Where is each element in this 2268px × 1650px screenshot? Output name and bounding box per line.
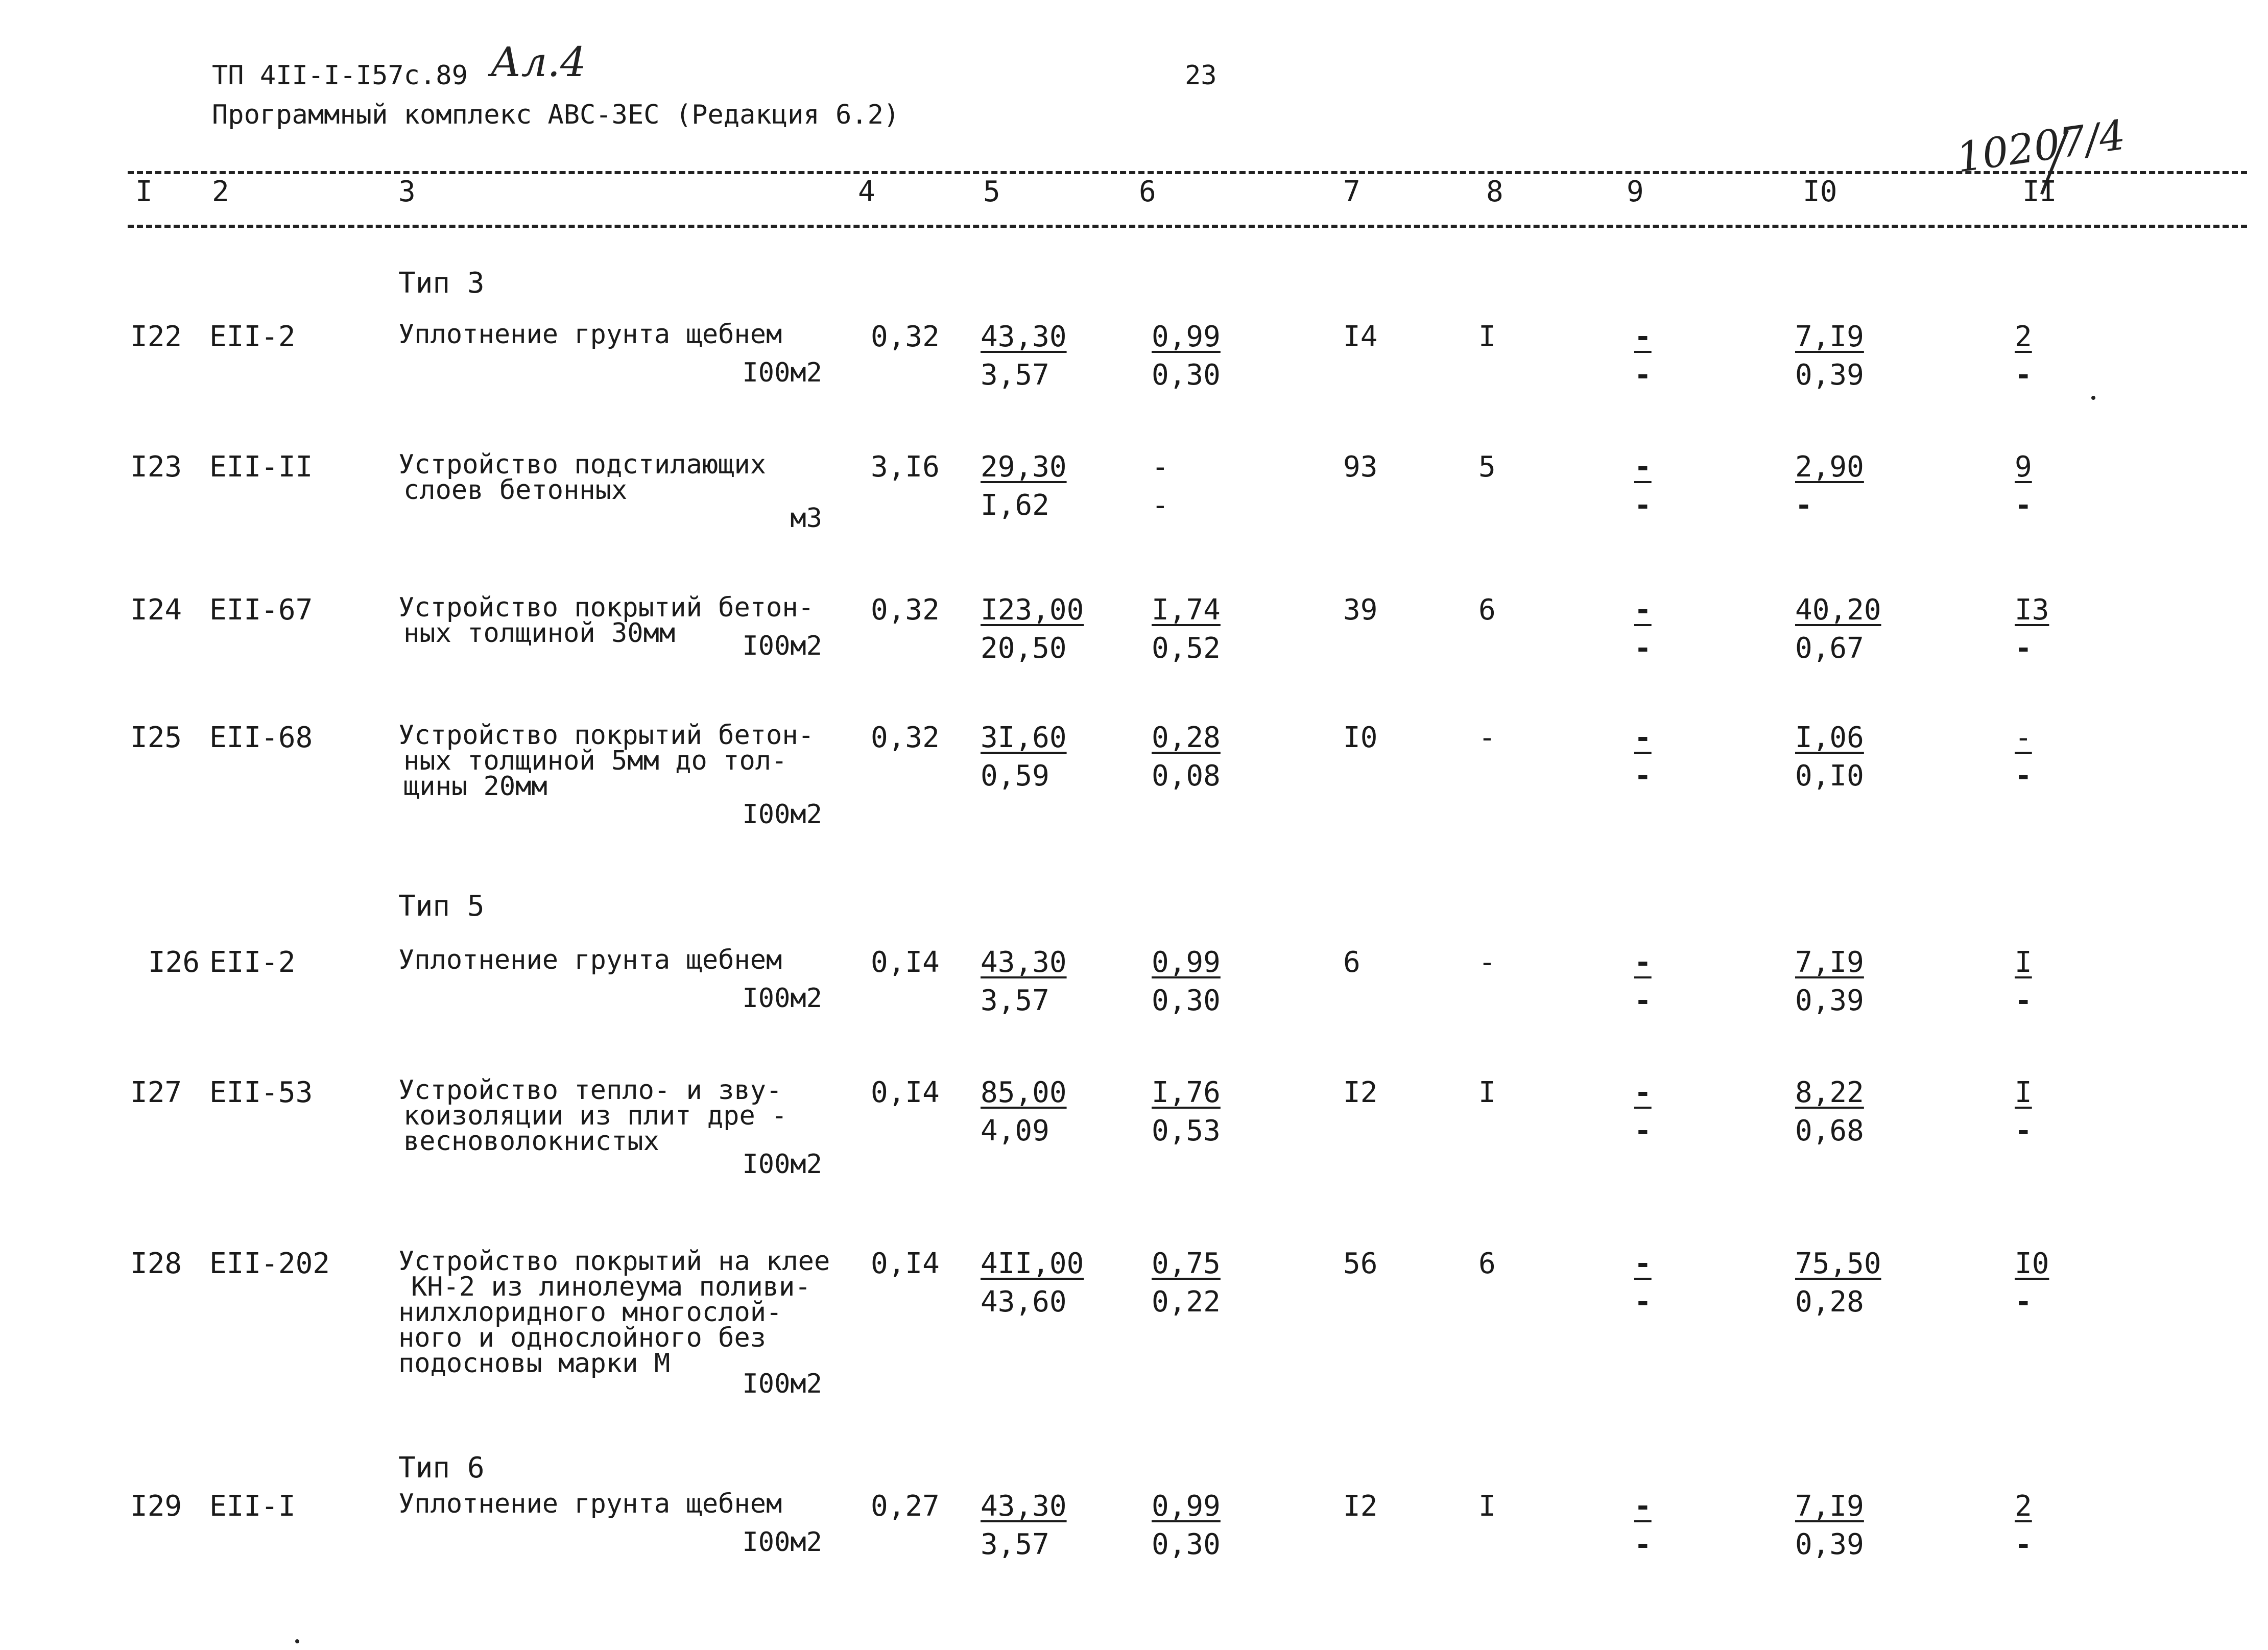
scan-speck bbox=[295, 1639, 299, 1643]
work-description: Устройство покрытий бетон- bbox=[398, 592, 814, 623]
unit-of-measure: I00м2 bbox=[742, 631, 822, 661]
col6-bottom: 0,53 bbox=[1152, 1114, 1221, 1147]
work-description: Устройство подстилающих bbox=[398, 449, 767, 480]
unit-of-measure: м3 bbox=[790, 503, 822, 534]
col6-bottom: 0,30 bbox=[1152, 358, 1221, 392]
col10-top: 7,I9 bbox=[1795, 946, 1864, 979]
work-description: Уплотнение грунта щебнем bbox=[398, 1489, 782, 1519]
col6-bottom: 0,08 bbox=[1152, 759, 1221, 793]
col8-value: - bbox=[1478, 946, 1496, 979]
row-number: I28 bbox=[130, 1247, 182, 1280]
quantity: 0,32 bbox=[871, 721, 940, 754]
quantity: 0,32 bbox=[871, 593, 940, 627]
col6-bottom: 0,22 bbox=[1152, 1285, 1221, 1319]
work-description: Уплотнение грунта щебнем bbox=[398, 319, 782, 350]
col5-bottom: 0,59 bbox=[981, 759, 1049, 793]
col6-top: 0,28 bbox=[1152, 721, 1221, 754]
col9-top: - bbox=[1634, 1076, 1652, 1109]
section-heading-type3: Тип 3 bbox=[398, 267, 485, 300]
handwritten-annotation: Ал.4 bbox=[490, 38, 586, 86]
column-number-7: 7 bbox=[1343, 175, 1360, 208]
handwritten-stamp: 10207/4 bbox=[1953, 111, 2129, 182]
col11-top: 9 bbox=[2015, 450, 2032, 484]
col6-top: 0,99 bbox=[1152, 320, 1221, 353]
col7-value: I2 bbox=[1343, 1490, 1378, 1523]
col7-value: I0 bbox=[1343, 721, 1378, 754]
col9-bottom: - bbox=[1634, 1114, 1652, 1147]
col6-top: - bbox=[1152, 450, 1169, 484]
work-description: Уплотнение грунта щебнем bbox=[398, 945, 782, 975]
col10-bottom: 0,28 bbox=[1795, 1285, 1864, 1319]
work-description: ных толщиной 30мм bbox=[403, 618, 676, 649]
item-code: EII-53 bbox=[209, 1076, 313, 1109]
section-heading-type6: Тип 6 bbox=[398, 1451, 485, 1485]
quantity: 3,I6 bbox=[871, 450, 940, 484]
page-number: 23 bbox=[1185, 60, 1217, 91]
row-number: I23 bbox=[130, 450, 182, 484]
work-description: коизоляции из плит дре - bbox=[403, 1101, 787, 1131]
row-number: I25 bbox=[130, 721, 182, 754]
col9-bottom: - bbox=[1634, 358, 1652, 392]
work-description: КН-2 из линолеума поливи- bbox=[411, 1272, 811, 1302]
col7-value: I2 bbox=[1343, 1076, 1378, 1109]
col6-bottom: 0,30 bbox=[1152, 1528, 1221, 1561]
unit-of-measure: I00м2 bbox=[742, 983, 822, 1014]
col11-top: 2 bbox=[2015, 1490, 2032, 1523]
col5-top: 43,30 bbox=[981, 946, 1067, 979]
col9-top: - bbox=[1634, 1247, 1652, 1280]
document-code: ТП 4II-I-I57с.89 bbox=[212, 60, 468, 91]
work-description: нилхлоридного многослой- bbox=[398, 1297, 782, 1328]
col8-value: - bbox=[1478, 721, 1496, 754]
column-number-2: 2 bbox=[212, 175, 229, 208]
unit-of-measure: I00м2 bbox=[742, 1369, 822, 1399]
col11-top: I3 bbox=[2015, 593, 2049, 627]
col11-top: I0 bbox=[2015, 1247, 2049, 1280]
col5-top: 3I,60 bbox=[981, 721, 1067, 754]
row-number: I26 bbox=[148, 946, 200, 979]
col9-top: - bbox=[1634, 946, 1652, 979]
col10-top: 8,22 bbox=[1795, 1076, 1864, 1109]
col10-top: I,06 bbox=[1795, 721, 1864, 754]
work-description: Устройство тепло- и зву- bbox=[398, 1075, 782, 1106]
row-number: I29 bbox=[130, 1490, 182, 1523]
col6-top: 0,75 bbox=[1152, 1247, 1221, 1280]
work-description: весноволокнистых bbox=[403, 1126, 659, 1157]
col10-top: 75,50 bbox=[1795, 1247, 1881, 1280]
work-description: Устройство покрытий на клее bbox=[398, 1246, 830, 1277]
col8-value: I bbox=[1478, 1490, 1496, 1523]
col5-top: 43,30 bbox=[981, 1490, 1067, 1523]
col11-bottom: - bbox=[2015, 984, 2032, 1017]
unit-of-measure: I00м2 bbox=[742, 357, 822, 388]
work-description: слоев бетонных bbox=[403, 475, 628, 506]
col5-top: 4II,00 bbox=[981, 1247, 1084, 1280]
col8-value: 5 bbox=[1478, 450, 1496, 484]
column-number-9: 9 bbox=[1627, 175, 1644, 208]
col9-top: - bbox=[1634, 593, 1652, 627]
quantity: 0,I4 bbox=[871, 946, 940, 979]
col5-top: 43,30 bbox=[981, 320, 1067, 353]
col11-bottom: - bbox=[2015, 632, 2032, 665]
col11-bottom: - bbox=[2015, 1285, 2032, 1319]
section-heading-type5: Тип 5 bbox=[398, 890, 485, 923]
col9-bottom: - bbox=[1634, 1285, 1652, 1319]
work-description: Устройство покрытий бетон- bbox=[398, 720, 814, 751]
work-description: ных толщиной 5мм до тол- bbox=[403, 746, 787, 776]
item-code: EII-202 bbox=[209, 1247, 330, 1280]
col9-bottom: - bbox=[1634, 759, 1652, 793]
header-rule-top bbox=[128, 171, 2247, 174]
col10-bottom: 0,I0 bbox=[1795, 759, 1864, 793]
col11-bottom: - bbox=[2015, 489, 2032, 522]
col9-top: - bbox=[1634, 320, 1652, 353]
col9-top: - bbox=[1634, 721, 1652, 754]
col5-top: 29,30 bbox=[981, 450, 1067, 484]
work-description: ного и однослойного без bbox=[398, 1323, 767, 1353]
col5-bottom: I,62 bbox=[981, 489, 1049, 522]
col7-value: 93 bbox=[1343, 450, 1378, 484]
column-number-1: I bbox=[135, 175, 153, 208]
item-code: EII-2 bbox=[209, 320, 296, 353]
work-description: подосновы марки М bbox=[398, 1348, 671, 1379]
column-number-5: 5 bbox=[983, 175, 1000, 208]
quantity: 0,32 bbox=[871, 320, 940, 353]
col8-value: 6 bbox=[1478, 593, 1496, 627]
col11-top: 2 bbox=[2015, 320, 2032, 353]
unit-of-measure: I00м2 bbox=[742, 799, 822, 830]
col5-bottom: 3,57 bbox=[981, 984, 1049, 1017]
col9-top: - bbox=[1634, 1490, 1652, 1523]
col10-top: 7,I9 bbox=[1795, 320, 1864, 353]
column-number-8: 8 bbox=[1486, 175, 1503, 208]
col7-value: I4 bbox=[1343, 320, 1378, 353]
quantity: 0,27 bbox=[871, 1490, 940, 1523]
item-code: EII-67 bbox=[209, 593, 313, 627]
row-number: I22 bbox=[130, 320, 182, 353]
col5-bottom: 43,60 bbox=[981, 1285, 1067, 1319]
header-rule-bottom bbox=[128, 225, 2247, 228]
col11-bottom: - bbox=[2015, 1528, 2032, 1561]
col6-top: I,76 bbox=[1152, 1076, 1221, 1109]
col10-bottom: 0,39 bbox=[1795, 358, 1864, 392]
col5-bottom: 4,09 bbox=[981, 1114, 1049, 1147]
col11-top: I bbox=[2015, 1076, 2032, 1109]
col10-bottom: 0,39 bbox=[1795, 984, 1864, 1017]
column-number-4: 4 bbox=[858, 175, 875, 208]
col7-value: 39 bbox=[1343, 593, 1378, 627]
col8-value: I bbox=[1478, 320, 1496, 353]
col9-bottom: - bbox=[1634, 489, 1652, 522]
work-description: щины 20мм bbox=[403, 771, 547, 802]
col7-value: 56 bbox=[1343, 1247, 1378, 1280]
program-title: Программный комплекс АВС-3ЕС (Редакция 6.2) bbox=[212, 100, 900, 130]
col6-top: 0,99 bbox=[1152, 1490, 1221, 1523]
col10-top: 2,90 bbox=[1795, 450, 1864, 484]
scan-speck bbox=[2091, 396, 2095, 400]
col9-top: - bbox=[1634, 450, 1652, 484]
col5-top: 85,00 bbox=[981, 1076, 1067, 1109]
col11-top: I bbox=[2015, 946, 2032, 979]
quantity: 0,I4 bbox=[871, 1076, 940, 1109]
row-number: I27 bbox=[130, 1076, 182, 1109]
col9-bottom: - bbox=[1634, 632, 1652, 665]
col11-bottom: - bbox=[2015, 759, 2032, 793]
col10-bottom: 0,68 bbox=[1795, 1114, 1864, 1147]
col11-top: - bbox=[2015, 721, 2032, 754]
col8-value: I bbox=[1478, 1076, 1496, 1109]
item-code: EII-68 bbox=[209, 721, 313, 754]
column-number-6: 6 bbox=[1139, 175, 1156, 208]
col6-bottom: 0,30 bbox=[1152, 984, 1221, 1017]
unit-of-measure: I00м2 bbox=[742, 1149, 822, 1180]
col9-bottom: - bbox=[1634, 1528, 1652, 1561]
col5-bottom: 3,57 bbox=[981, 358, 1049, 392]
col8-value: 6 bbox=[1478, 1247, 1496, 1280]
column-number-10: I0 bbox=[1803, 175, 1837, 208]
col6-bottom: 0,52 bbox=[1152, 632, 1221, 665]
row-number: I24 bbox=[130, 593, 182, 627]
col11-bottom: - bbox=[2015, 358, 2032, 392]
col10-top: 40,20 bbox=[1795, 593, 1881, 627]
column-number-3: 3 bbox=[398, 175, 416, 208]
unit-of-measure: I00м2 bbox=[742, 1527, 822, 1558]
col10-bottom: 0,67 bbox=[1795, 632, 1864, 665]
quantity: 0,I4 bbox=[871, 1247, 940, 1280]
col5-top: I23,00 bbox=[981, 593, 1084, 627]
item-code: EII-2 bbox=[209, 946, 296, 979]
col6-bottom: - bbox=[1152, 489, 1169, 522]
col5-bottom: 20,50 bbox=[981, 632, 1067, 665]
col5-bottom: 3,57 bbox=[981, 1528, 1049, 1561]
col10-top: 7,I9 bbox=[1795, 1490, 1864, 1523]
col6-top: 0,99 bbox=[1152, 946, 1221, 979]
col11-bottom: - bbox=[2015, 1114, 2032, 1147]
item-code: EII-I bbox=[209, 1490, 296, 1523]
col6-top: I,74 bbox=[1152, 593, 1221, 627]
col9-bottom: - bbox=[1634, 984, 1652, 1017]
col10-bottom: 0,39 bbox=[1795, 1528, 1864, 1561]
col10-bottom: - bbox=[1795, 489, 1812, 522]
col7-value: 6 bbox=[1343, 946, 1360, 979]
item-code: EII-II bbox=[209, 450, 313, 484]
column-number-11: II bbox=[2022, 175, 2057, 208]
